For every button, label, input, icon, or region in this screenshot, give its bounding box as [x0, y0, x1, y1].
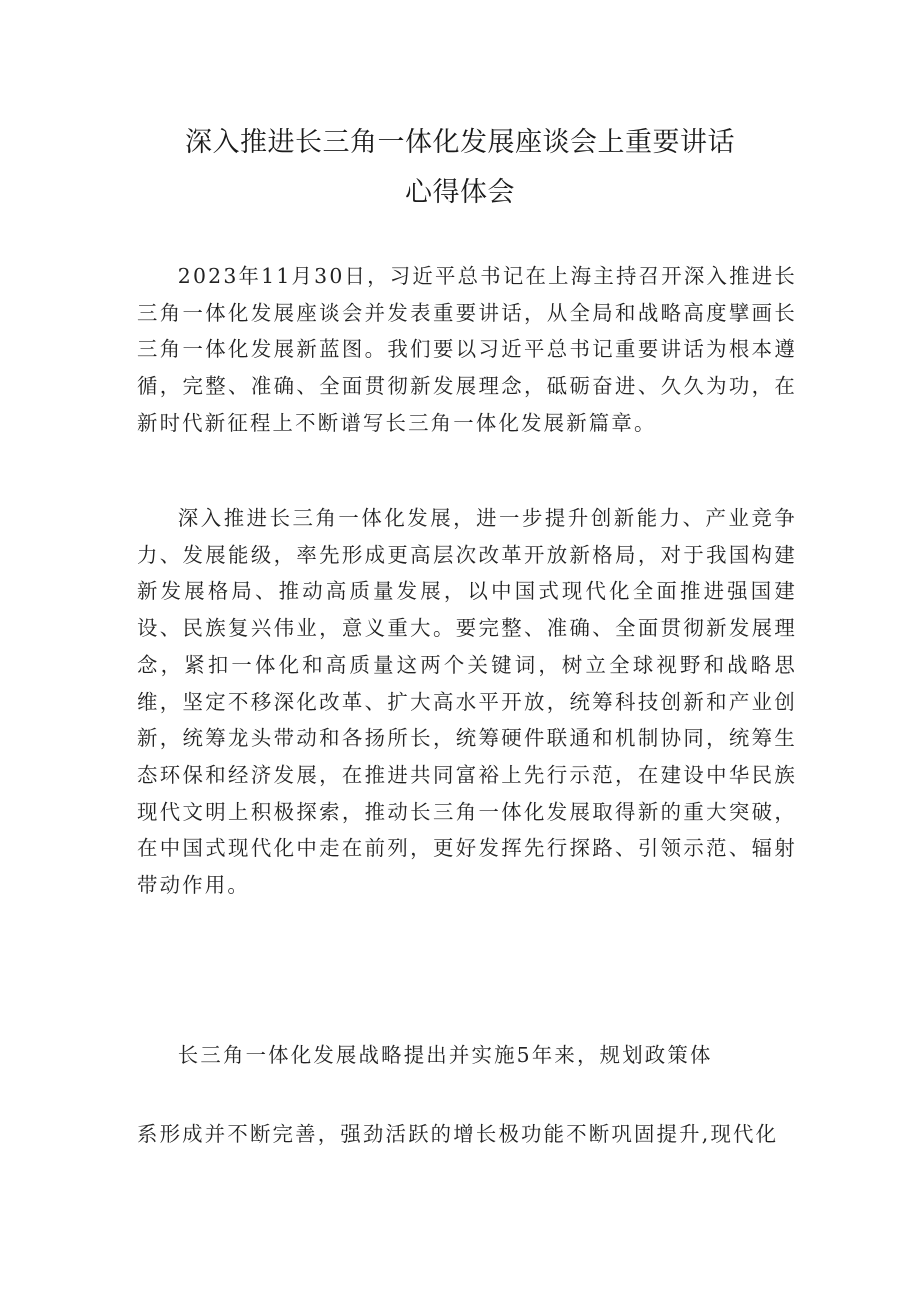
paragraph-3-block [137, 1037, 797, 1074]
paragraph-1-block [137, 258, 797, 442]
paragraph-1: 2023年11月30日，习近平总书记在上海主持召开深入推进长三角一体化发展座谈会并发表重要讲话，从全局和战略高度擘画长三角一体化发展新蓝图。我们要以习近平总书记重要讲话为根本遵循，完整、准确、全面贯彻新发展理念，砥砺奋进、久久为功，在新时代新征程上不断谱写长三角一体化发展新篇章。 [137, 264, 797, 435]
document-title-line-1: 深入推进长三角一体化发展座谈会上重要讲话 [185, 127, 735, 158]
paragraph-3: 长三角一体化发展战略提出并实施5年来，规划政策体 [177, 1043, 713, 1067]
document-title-line-2: 心得体会 [405, 177, 515, 208]
paragraph-2-block [137, 500, 797, 904]
paragraph-4-line: 系形成并不断完善，强劲活跃的增长极功能不断巩固提升,现代化 [137, 1122, 779, 1146]
paragraph-2: 深入推进长三角一体化发展，进一步提升创新能力、产业竞争力、发展能级，率先形成更高层次改革开放新格局，对于我国构建新发展格局、推动高质量发展，以中国式现代化全面推进强国建设、民族复兴伟业，意义重大。要完整、准确、全面贯彻新发展理念，紧扣一体化和高质量这两个关键词，树立全球视野和战略思维，坚定不移深化改革、扩大高水平开放，统筹科技创新和产业创新，统筹龙头带动和各扬所长，统筹硬件联通和机制协同，统筹生态环保和经济发展，在推进共同富裕上先行示范，在建设中华民族现代文明上积极探索，推动长三角一体化发展取得新的重大突破，在中国式现代化中走在前列，更好发挥先行探路、引领示范、辐射带动作用。 [137, 506, 797, 898]
